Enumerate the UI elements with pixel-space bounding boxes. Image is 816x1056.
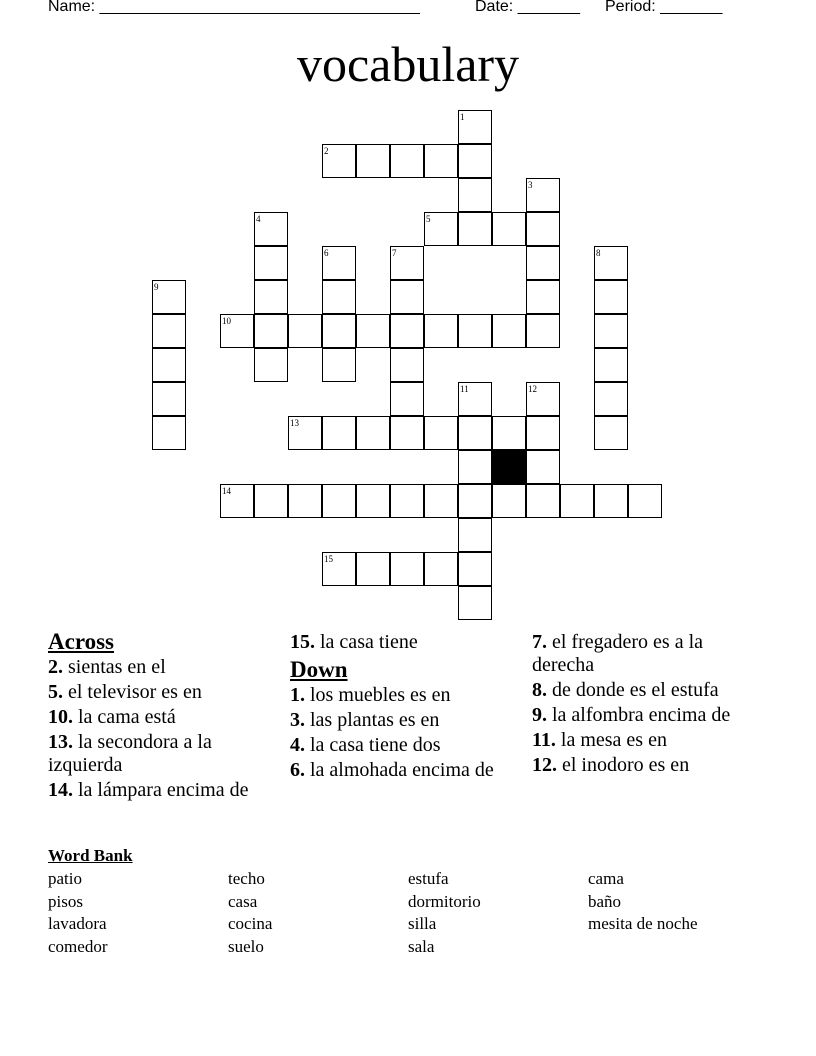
clue-number: 8: [596, 248, 601, 258]
crossword-cell[interactable]: [458, 416, 492, 450]
crossword-cell[interactable]: [458, 552, 492, 586]
crossword-cell[interactable]: [356, 552, 390, 586]
clue-across-10: 10. la cama está: [48, 706, 176, 728]
clue-across-14: 14. la lámpara encima de: [48, 779, 249, 801]
crossword-cell[interactable]: [526, 246, 560, 280]
clue-number: 6: [324, 248, 329, 258]
clue-down-3: 3. las plantas es en: [290, 709, 440, 731]
page-title: vocabulary: [296, 36, 520, 92]
crossword-cell[interactable]: [254, 314, 288, 348]
clue-number: 15: [324, 554, 333, 564]
clue-down-6: 6. la almohada encima de: [290, 759, 494, 781]
date-field[interactable]: Date: _______: [475, 0, 580, 15]
clue-down-4: 4. la casa tiene dos: [290, 734, 441, 756]
crossword-cell[interactable]: [152, 416, 186, 450]
word-bank-item: mesita de noche: [588, 914, 698, 933]
word-bank-item: cama: [588, 869, 624, 888]
crossword-cell[interactable]: [152, 280, 186, 314]
crossword-cell[interactable]: [322, 314, 356, 348]
crossword-cell[interactable]: [322, 552, 356, 586]
across-heading: Across: [48, 629, 115, 654]
crossword-cell[interactable]: [424, 416, 458, 450]
crossword-cell[interactable]: [322, 348, 356, 382]
word-bank-item: silla: [408, 914, 437, 933]
word-bank-item: casa: [228, 891, 258, 911]
crossword-cell[interactable]: [356, 484, 390, 518]
crossword-cell[interactable]: [560, 484, 594, 518]
crossword-cell[interactable]: [424, 144, 458, 178]
crossword-cell[interactable]: [424, 212, 458, 246]
crossword-cell[interactable]: [254, 484, 288, 518]
clue-down-1: 1. los muebles es en: [290, 684, 451, 706]
crossword-cell[interactable]: [526, 314, 560, 348]
clues-column-2: [290, 628, 525, 784]
crossword-cell[interactable]: [356, 144, 390, 178]
crossword-cell[interactable]: [492, 416, 526, 450]
crossword-cell[interactable]: [492, 212, 526, 246]
crossword-cell[interactable]: [594, 314, 628, 348]
clue-number: 2: [324, 146, 329, 156]
clue-across-15: 15. la casa tiene: [290, 631, 418, 653]
crossword-cell[interactable]: [458, 314, 492, 348]
crossword-cell[interactable]: [288, 314, 322, 348]
clues-column-3: [532, 631, 742, 779]
crossword-cell[interactable]: [458, 586, 492, 620]
crossword-cell[interactable]: [390, 382, 424, 416]
crossword-cell[interactable]: [526, 450, 560, 484]
crossword-cell[interactable]: [390, 246, 424, 280]
crossword-cell[interactable]: [390, 144, 424, 178]
word-bank-title: Word Bank: [48, 846, 133, 865]
crossword-cell[interactable]: [390, 280, 424, 314]
crossword-cell[interactable]: [220, 484, 254, 518]
crossword-cell[interactable]: [390, 484, 424, 518]
clue-across-5: 5. el televisor es en: [48, 681, 202, 703]
clue-down-9: 9. la alfombra encima de: [532, 704, 731, 726]
crossword-cell[interactable]: [424, 552, 458, 586]
crossword-cell[interactable]: [458, 144, 492, 178]
crossword-cell[interactable]: [594, 382, 628, 416]
word-bank-item: suelo: [228, 936, 264, 956]
word-bank-column-2: [228, 868, 403, 958]
crossword-cell[interactable]: [424, 314, 458, 348]
crossword-cell[interactable]: [526, 382, 560, 416]
crossword-cell[interactable]: [628, 484, 662, 518]
crossword-cell[interactable]: [458, 110, 492, 144]
clue-number: 5: [426, 214, 431, 224]
word-bank-item: pisos: [48, 891, 83, 911]
crossword-cell[interactable]: [356, 416, 390, 450]
clues-column-1: [48, 628, 283, 804]
crossword-cell[interactable]: [492, 484, 526, 518]
crossword-cell[interactable]: [594, 280, 628, 314]
clue-down-7: 7. el fregadero es a la derecha: [532, 631, 704, 676]
crossword-cell[interactable]: [526, 178, 560, 212]
crossword-cell[interactable]: [322, 280, 356, 314]
crossword-cell[interactable]: [254, 212, 288, 246]
clue-number: 3: [528, 180, 533, 190]
crossword-cell[interactable]: [458, 484, 492, 518]
word-bank-column-4: [588, 868, 763, 936]
crossword-cell[interactable]: [526, 212, 560, 246]
crossword-cell[interactable]: [492, 314, 526, 348]
crossword-cell[interactable]: [322, 144, 356, 178]
clue-number: 9: [154, 282, 159, 292]
word-bank-item: baño: [588, 891, 622, 911]
clue-number: 14: [222, 486, 231, 496]
crossword-cell[interactable]: [390, 348, 424, 382]
crossword-cell[interactable]: [254, 246, 288, 280]
crossword-cell[interactable]: [390, 416, 424, 450]
clue-down-12: 12. el inodoro es en: [532, 754, 690, 776]
crossword-cell[interactable]: [220, 314, 254, 348]
crossword-cell[interactable]: [152, 314, 186, 348]
word-bank-item: cocina: [228, 914, 273, 933]
crossword-cell[interactable]: [458, 212, 492, 246]
word-bank-item: lavadora: [48, 914, 107, 933]
crossword-cell[interactable]: [152, 348, 186, 382]
name-field[interactable]: Name: ____________________________________: [48, 0, 420, 15]
down-heading: Down: [290, 657, 348, 682]
crossword-cell[interactable]: [526, 280, 560, 314]
crossword-cell[interactable]: [322, 246, 356, 280]
crossword-cell[interactable]: [254, 280, 288, 314]
clue-down-8: 8. de donde es el estufa: [532, 679, 719, 701]
crossword-cell[interactable]: [594, 416, 628, 450]
word-bank-item: comedor: [48, 936, 108, 956]
clue-number: 4: [256, 214, 261, 224]
crossword-cell[interactable]: [594, 348, 628, 382]
word-bank-column-1: [48, 868, 223, 958]
clue-across-13: 13. la secondora a la izquierda: [48, 731, 212, 776]
crossword-cell[interactable]: [288, 484, 322, 518]
clue-number: 12: [528, 384, 537, 394]
crossword-cell[interactable]: [390, 314, 424, 348]
clue-number: 13: [290, 418, 299, 428]
crossword-cell[interactable]: [458, 178, 492, 212]
period-field[interactable]: Period: _______: [605, 0, 723, 15]
crossword-cell[interactable]: [458, 518, 492, 552]
crossword-cell[interactable]: [458, 450, 492, 484]
crossword-cell[interactable]: [254, 348, 288, 382]
crossword-cell[interactable]: [594, 246, 628, 280]
word-bank-item: techo: [228, 869, 265, 888]
clue-across-2: 2. sientas en el: [48, 656, 166, 678]
crossword-cell[interactable]: [288, 416, 322, 450]
crossword-cell[interactable]: [390, 552, 424, 586]
crossword-cell[interactable]: [594, 484, 628, 518]
crossword-cell[interactable]: [152, 382, 186, 416]
clue-number: 10: [222, 316, 231, 326]
word-bank-item: sala: [408, 936, 435, 956]
crossword-cell[interactable]: [322, 416, 356, 450]
crossword-block-cell: [492, 450, 526, 484]
crossword-cell[interactable]: [424, 484, 458, 518]
word-bank-item: dormitorio: [408, 891, 481, 911]
word-bank-item: estufa: [408, 869, 449, 888]
clue-number: 1: [460, 112, 465, 122]
word-bank-column-3: [408, 868, 583, 958]
crossword-cell[interactable]: [356, 314, 390, 348]
clue-number: 11: [460, 384, 469, 394]
crossword-cell[interactable]: [526, 484, 560, 518]
word-bank-item: patio: [48, 869, 82, 888]
clue-number: 7: [392, 248, 397, 258]
crossword-cell[interactable]: [526, 416, 560, 450]
crossword-cell[interactable]: [458, 382, 492, 416]
crossword-cell[interactable]: [322, 484, 356, 518]
clue-down-11: 11. la mesa es en: [532, 729, 667, 751]
